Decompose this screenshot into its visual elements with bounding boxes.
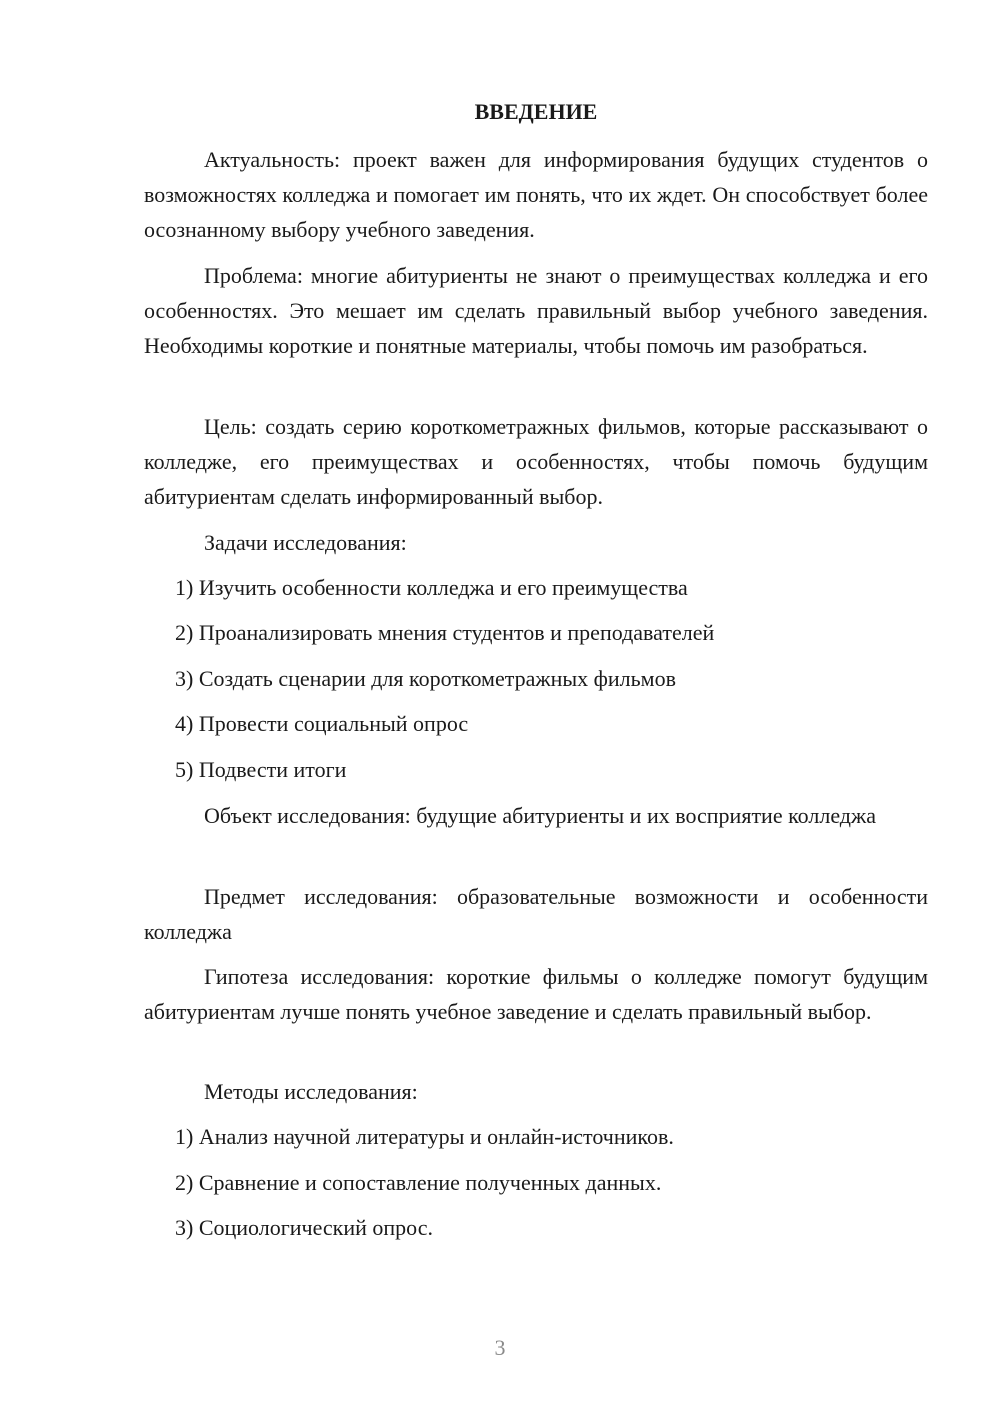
task-item: 3) Создать сценарии для короткометражных фильмов bbox=[175, 666, 676, 691]
task-item: 1) Изучить особенности колледжа и его преимущества bbox=[175, 575, 688, 600]
task-item: 5) Подвести итоги bbox=[175, 757, 347, 782]
task-item: 4) Провести социальный опрос bbox=[175, 711, 469, 736]
methods-heading: Методы исследования: bbox=[204, 1079, 418, 1104]
tasks-heading: Задачи исследования: bbox=[204, 530, 407, 555]
method-item: 1) Анализ научной литературы и онлайн-источников. bbox=[175, 1124, 674, 1149]
page-title: ВВЕДЕНИЕ bbox=[474, 99, 598, 124]
subject-paragraph: Предмет исследования: образовательные возможности и особенности колледжа bbox=[144, 884, 928, 944]
relevance-paragraph: Актуальность: проект важен для информирования будущих студентов о возможностях колледжа и помогает им понять, что их ждет. Он способствует более осознанному выбору учебного заведения. bbox=[144, 147, 928, 242]
task-item: 2) Проанализировать мнения студентов и преподавателей bbox=[175, 620, 715, 645]
goal-paragraph: Цель: создать серию короткометражных фильмов, которые рассказывают о колледже, его преимуществах и особенностях, чтобы помочь будущим абитуриентам сделать информированный выбор. bbox=[144, 414, 928, 509]
problem-paragraph: Проблема: многие абитуриенты не знают о преимуществах колледжа и его особенностях. Это мешает им сделать правильный выбор учебного заведения. Необходимы короткие и понятные материалы, чтобы помочь им разобраться. bbox=[144, 263, 928, 358]
document-page bbox=[144, 0, 928, 1414]
hypothesis-paragraph: Гипотеза исследования: короткие фильмы о колледже помогут будущим абитуриентам лучше понять учебное заведение и сделать правильный выбор. bbox=[144, 964, 928, 1024]
page-number: 3 bbox=[494, 1335, 506, 1360]
method-item: 2) Сравнение и сопоставление полученных данных. bbox=[175, 1170, 662, 1195]
object-paragraph: Объект исследования: будущие абитуриенты и их восприятие колледжа bbox=[204, 803, 876, 828]
method-item: 3) Социологический опрос. bbox=[175, 1215, 433, 1240]
